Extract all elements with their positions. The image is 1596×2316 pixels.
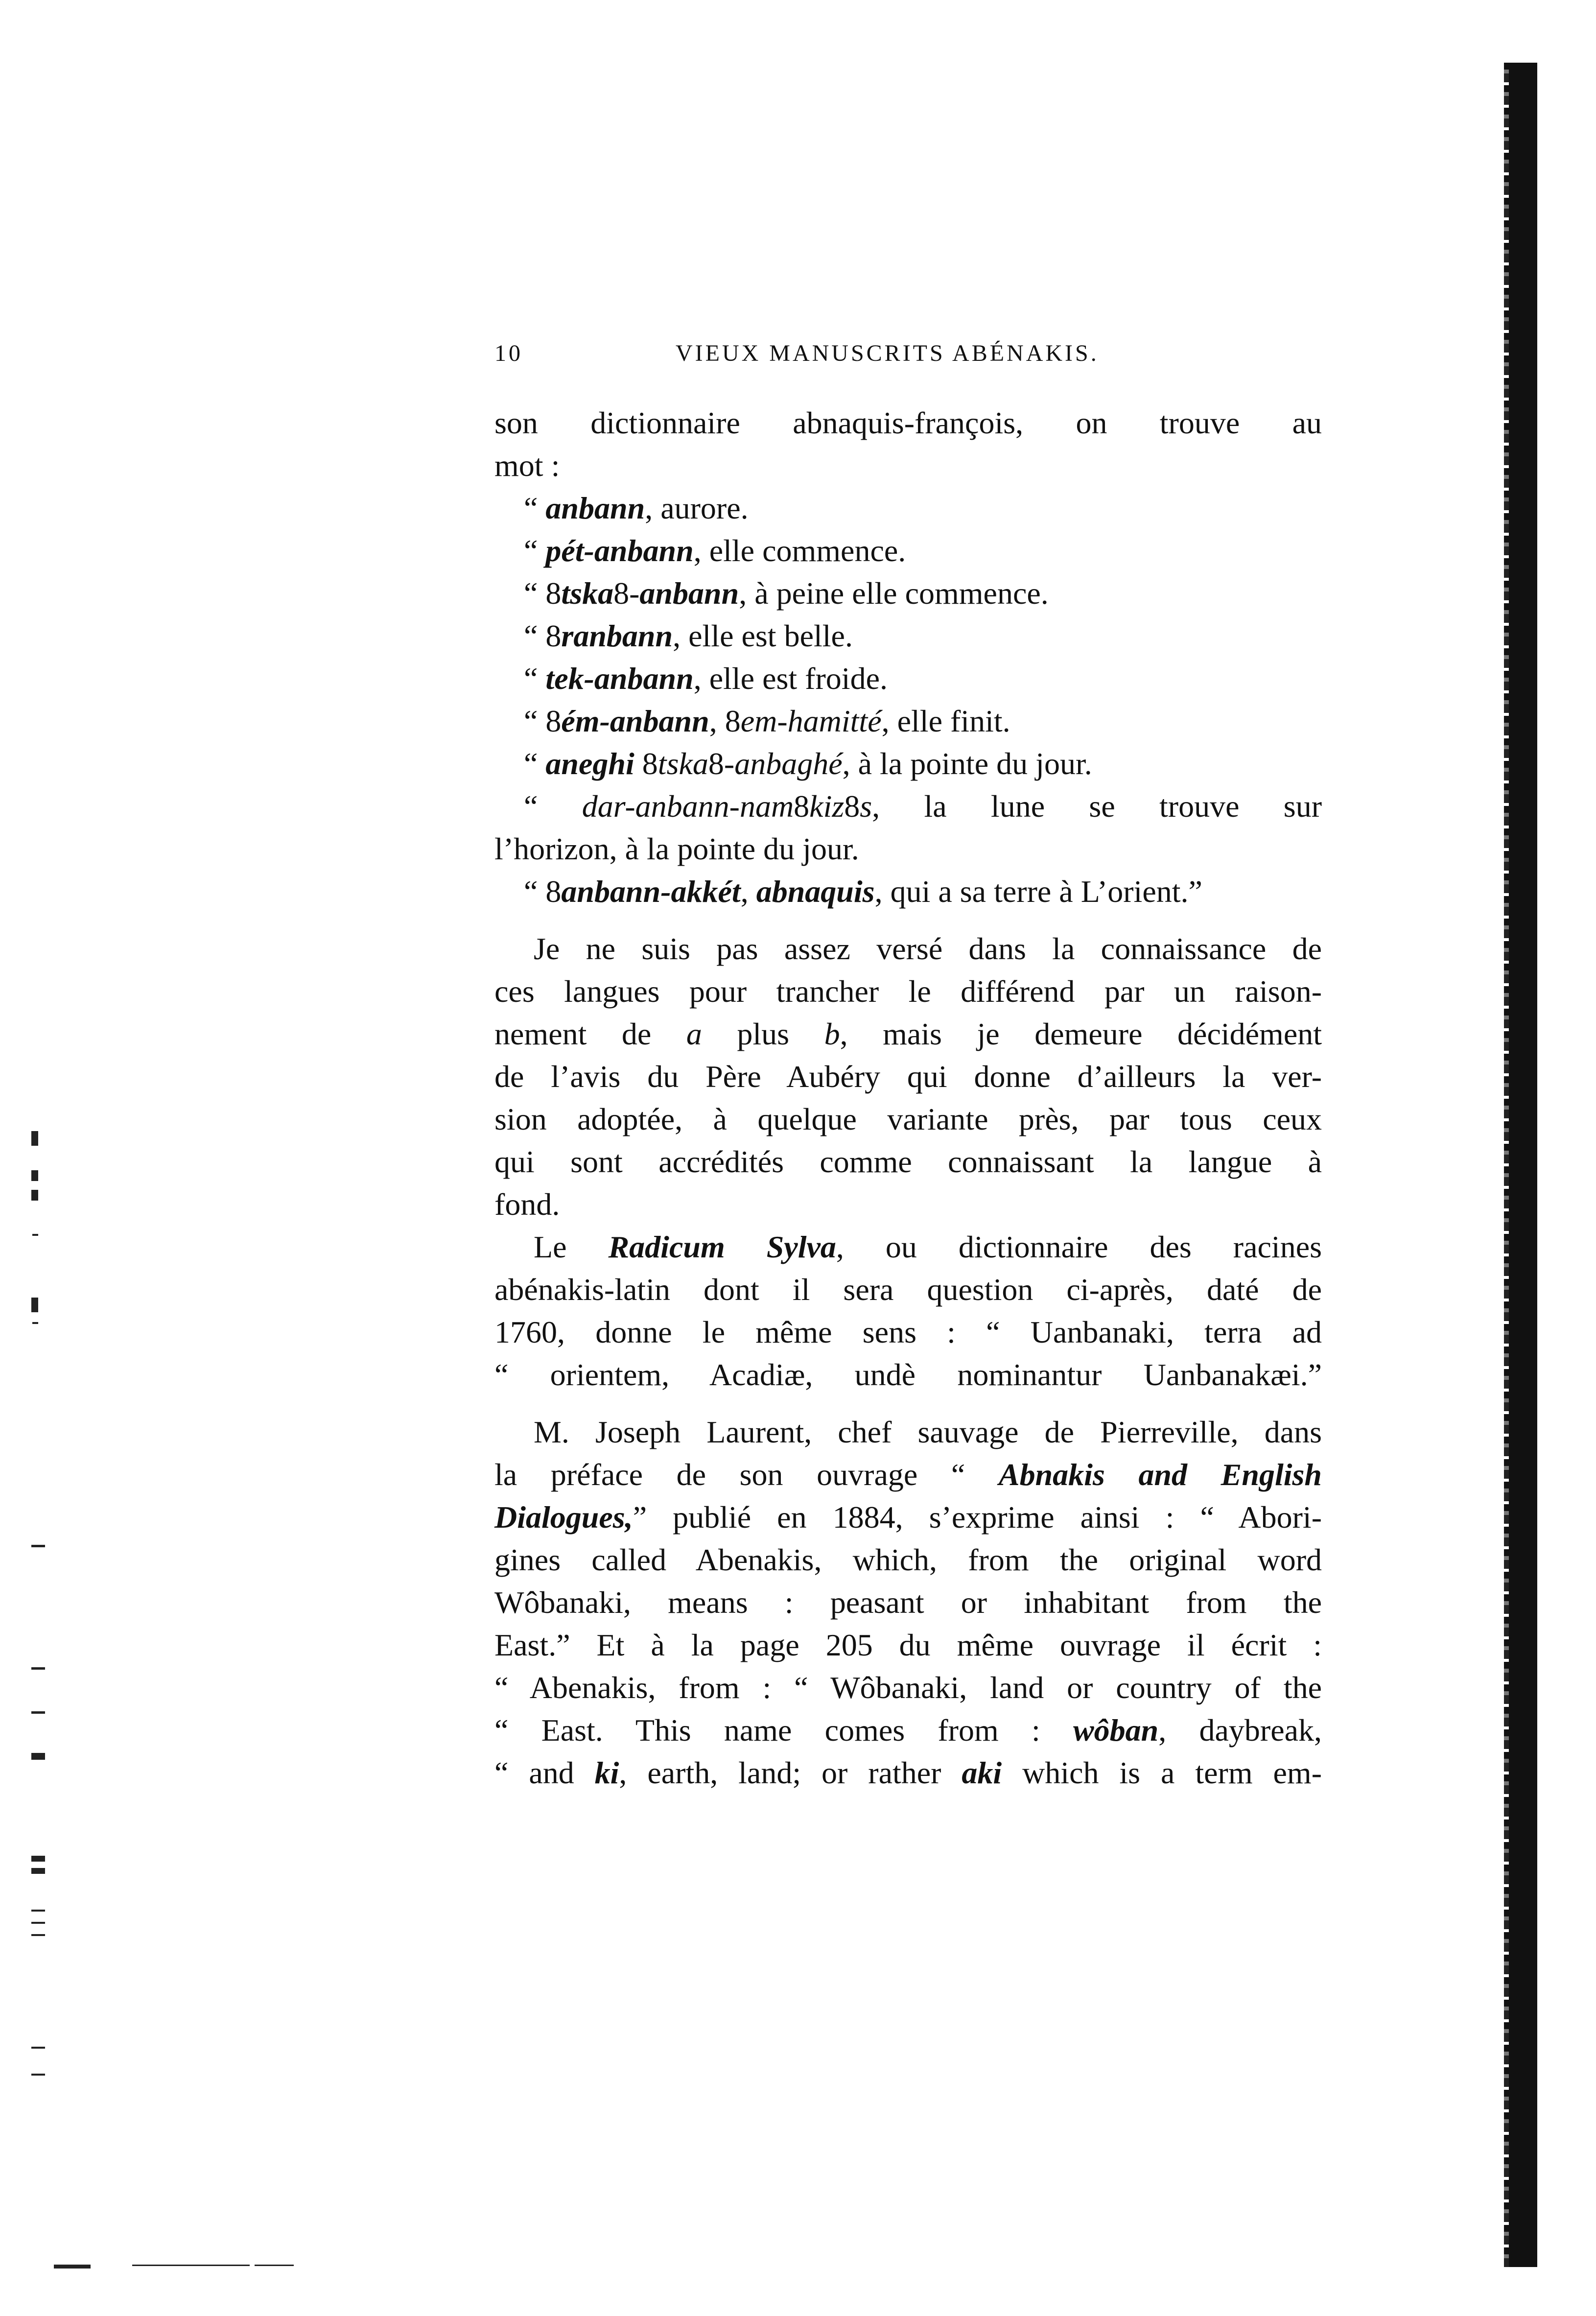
text-segment: , la lune se trouve sur (872, 789, 1322, 824)
text-segment: wôban (1073, 1713, 1159, 1748)
text-segment: “ (524, 661, 546, 696)
text-segment: M. Joseph Laurent, chef sauvage de Pierreville, dans (534, 1415, 1322, 1449)
margin-mark (31, 2047, 45, 2049)
text-segment: Abnakis and English (998, 1457, 1322, 1492)
margin-mark (32, 1322, 38, 1324)
text-segment: , (740, 874, 756, 909)
text-segment: , elle commence. (693, 533, 906, 568)
text-segment: abénakis-latin dont il sera question ci-après, daté de (494, 1272, 1322, 1307)
text-line (494, 444, 1322, 487)
text-segment: 8 (634, 746, 658, 781)
text-segment: de l’avis du Père Aubéry qui donne d’ailleurs la ver- (494, 1059, 1322, 1094)
margin-mark (31, 1545, 45, 1547)
text-line (494, 1538, 1322, 1581)
text-line (494, 1353, 1322, 1396)
body-text (494, 402, 1322, 1794)
text-segment: “ and (494, 1755, 595, 1790)
text-segment: “ Abenakis, from : “ Wôbanaki, land or country of the (494, 1670, 1322, 1705)
paragraph-gap (494, 913, 1322, 927)
text-segment: “ (524, 533, 546, 568)
paragraph-gap (494, 1396, 1322, 1411)
page-number: 10 (494, 340, 523, 366)
text-line (494, 1581, 1322, 1624)
text-line (494, 1098, 1322, 1140)
text-line (494, 742, 1322, 785)
text-line (494, 827, 1322, 870)
text-segment: , elle est froide. (693, 661, 888, 696)
text-line (494, 402, 1322, 444)
margin-mark (32, 1234, 38, 1236)
text-segment: b (824, 1016, 840, 1051)
running-header (494, 340, 1146, 374)
text-segment: , aurore. (645, 491, 749, 525)
text-segment: 8- (613, 576, 640, 611)
text-line (494, 1453, 1322, 1496)
text-segment: , 8 (709, 704, 741, 738)
text-segment: ” publié en 1884, s’exprime ainsi : “ Abori- (633, 1500, 1322, 1535)
text-line (494, 785, 1322, 827)
text-segment: mot : (494, 448, 560, 483)
text-segment: , à la pointe du jour. (842, 746, 1092, 781)
text-segment: 8 (844, 789, 860, 824)
margin-mark (54, 2265, 91, 2269)
text-line (494, 700, 1322, 742)
text-segment: Wôbanaki, means : peasant or inhabitant from the (494, 1585, 1322, 1620)
text-segment: “ 8 (524, 576, 562, 611)
text-segment: , daybreak, (1158, 1713, 1322, 1748)
text-segment: “ 8 (524, 618, 562, 653)
margin-mark (31, 1934, 45, 1936)
text-line (494, 1226, 1322, 1268)
text-line (494, 1411, 1322, 1453)
margin-mark (31, 1753, 45, 1760)
margin-mark (31, 1190, 38, 1201)
text-segment: gines called Abenakis, which, from the original word (494, 1542, 1322, 1577)
text-segment: ces langues pour trancher le différend par un raison- (494, 974, 1322, 1009)
text-line (494, 1268, 1322, 1311)
text-segment: Je ne suis pas assez versé dans la connaissance de (534, 931, 1322, 966)
text-segment: anbann (639, 576, 739, 611)
text-line (494, 927, 1322, 970)
text-segment: , mais je demeure décidément (840, 1016, 1322, 1051)
text-segment: em-hamitté (740, 704, 882, 738)
text-segment: qui sont accrédités comme connaissant la langue à (494, 1144, 1322, 1179)
text-segment: Radicum Sylva (608, 1229, 836, 1264)
text-segment: dar-anbann-nam (582, 789, 794, 824)
text-segment: “ East. This name comes from : (494, 1713, 1073, 1748)
text-segment: “ 8 (524, 704, 562, 738)
text-line (494, 1751, 1322, 1794)
text-line (494, 1709, 1322, 1751)
margin-mark (31, 1868, 45, 1874)
text-segment: plus (702, 1016, 824, 1051)
text-segment: fond. (494, 1187, 560, 1222)
text-segment: tek-anbann (545, 661, 694, 696)
text-segment: aki (962, 1755, 1002, 1790)
margin-mark (31, 1298, 38, 1312)
text-line (494, 614, 1322, 657)
text-segment: Le (534, 1229, 609, 1264)
margin-mark (132, 2265, 250, 2266)
text-line (494, 1666, 1322, 1709)
text-segment: , earth, land; or rather (619, 1755, 962, 1790)
text-segment: son dictionnaire abnaquis-françois, on trouve au (494, 405, 1322, 440)
text-segment: ém-anbann (561, 704, 709, 738)
text-segment: “ orientem, Acadiæ, undè nominantur Uanbanakæi.” (494, 1357, 1322, 1392)
text-line (494, 1624, 1322, 1666)
text-segment: nement de (494, 1016, 686, 1051)
margin-mark (31, 1667, 45, 1670)
text-segment: l’horizon, à la pointe du jour. (494, 831, 859, 866)
text-line (494, 1013, 1322, 1055)
text-segment: anbann-akkét (561, 874, 741, 909)
text-line (494, 529, 1322, 572)
text-line (494, 487, 1322, 529)
text-segment: s (860, 789, 872, 824)
margin-mark (31, 1856, 45, 1862)
text-segment: anbann (545, 491, 645, 525)
text-line (494, 1140, 1322, 1183)
text-segment: tska (561, 576, 614, 611)
text-segment: la préface de son ouvrage “ (494, 1457, 999, 1492)
running-title: VIEUX MANUSCRITS ABÉNAKIS. (676, 340, 1099, 366)
text-segment: “ (524, 491, 546, 525)
text-segment: 8- (708, 746, 735, 781)
margin-mark (31, 1922, 45, 1924)
text-segment: “ (524, 789, 582, 824)
text-line (494, 970, 1322, 1013)
text-segment: 8 (794, 789, 810, 824)
text-segment: which is a term em- (1002, 1755, 1322, 1790)
text-segment: , elle finit. (881, 704, 1010, 738)
text-segment: , elle est belle. (673, 618, 853, 653)
margin-mark (255, 2265, 294, 2266)
text-segment: ranbann (561, 618, 673, 653)
text-segment: “ (524, 746, 546, 781)
text-segment: kiz (809, 789, 845, 824)
text-segment: a (686, 1016, 702, 1051)
margin-mark (31, 1170, 38, 1181)
margin-mark (31, 2074, 45, 2076)
text-line (494, 1311, 1322, 1353)
text-segment: pét-anbann (545, 533, 694, 568)
text-segment: abnaquis (756, 874, 875, 909)
text-segment: aneghi (545, 746, 634, 781)
margin-mark (31, 1131, 38, 1146)
text-segment: 1760, donne le même sens : “ Uanbanaki, terra ad (494, 1315, 1322, 1349)
text-segment: anbaghé (734, 746, 843, 781)
text-segment: Dialogues, (494, 1500, 633, 1535)
text-segment: , à peine elle commence. (739, 576, 1049, 611)
text-line (494, 1496, 1322, 1538)
text-segment: sion adoptée, à quelque variante près, par tous ceux (494, 1102, 1322, 1136)
text-line (494, 1183, 1322, 1226)
margin-mark (31, 1711, 45, 1714)
text-line (494, 1055, 1322, 1098)
text-segment: “ 8 (524, 874, 562, 909)
text-line (494, 572, 1322, 614)
scan-edge-bar (1509, 63, 1537, 2267)
text-segment: East.” Et à la page 205 du même ouvrage il écrit : (494, 1628, 1322, 1662)
text-segment: ki (594, 1755, 619, 1790)
text-segment: , ou dictionnaire des racines (836, 1229, 1322, 1264)
text-segment: , qui a sa terre à L’orient.” (874, 874, 1202, 909)
text-line (494, 657, 1322, 700)
margin-mark (31, 1910, 45, 1912)
text-segment: tska (657, 746, 708, 781)
text-line (494, 870, 1322, 913)
